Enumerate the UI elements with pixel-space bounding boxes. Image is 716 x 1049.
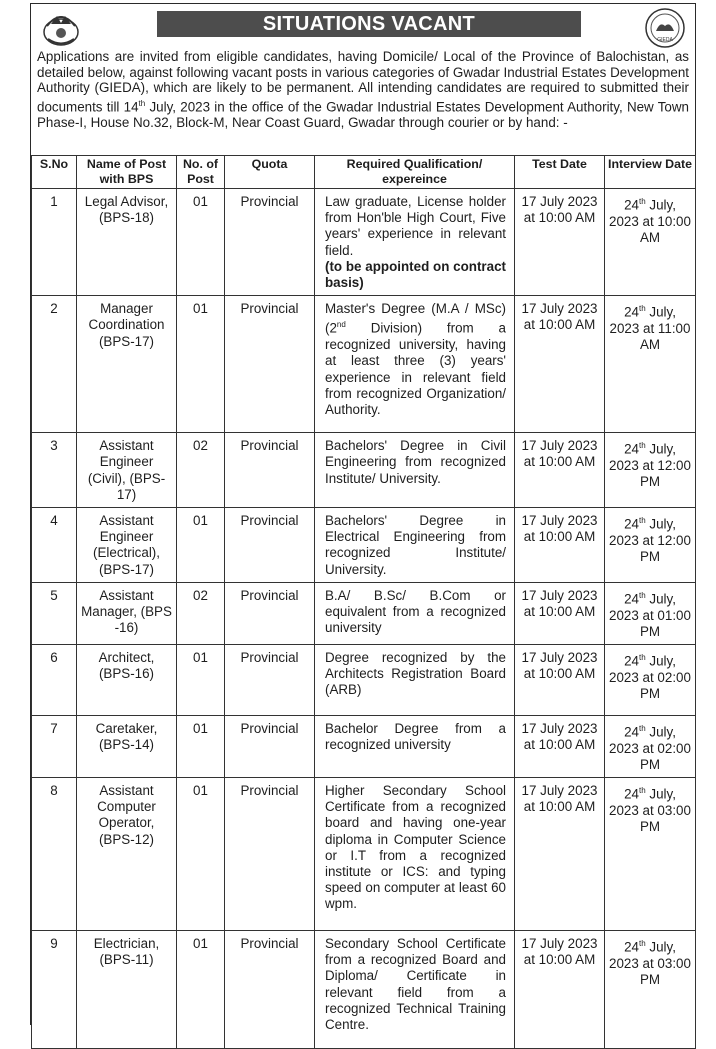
row-qualification: Law graduate, License holder from Hon'ble High Court, Five years' experience in relevant field. (to be appointed on contract basis)	[315, 189, 515, 296]
header-test-date: Test Date	[515, 156, 605, 189]
row-quota: Provincial	[225, 508, 315, 583]
row-post-name: Caretaker, (BPS-14)	[77, 715, 177, 777]
row-post-count: 01	[177, 508, 225, 583]
row-test-date: 17 July 2023 at 10:00 AM	[515, 296, 605, 433]
intro-paragraph: Applications are invited from eligible candidates, having Domicile/ Local of the Province of Balochistan, as detailed below, against following vacant posts in various categories of Gwadar Industrial Estates Development Authority (GIEDA), which are likely to be permanent. All intending candidates are required to submitted their documents till 14th July, 2023 in the office of the Gwadar Industrial Estates Development Authority, New Town Phase-I, House No.32, Block-M, Near Coast Guard, Gwadar through courier or by hand: -	[37, 49, 689, 130]
row-qualification: Master's Degree (M.A / MSc) (2nd Division) from a recognized university, having at least three (3) years' experience in relevant field from recognized Organization/ Authority.	[315, 296, 515, 433]
row-post-name: Architect, (BPS-16)	[77, 644, 177, 715]
row-sno: 4	[32, 508, 77, 583]
row-sno: 9	[32, 931, 77, 1049]
row-interview-date: 24th July, 2023 at 12:00 PM	[605, 508, 696, 583]
table-row	[32, 582, 696, 644]
header-num: No. of Post	[177, 156, 225, 189]
row-post-count: 02	[177, 433, 225, 508]
row-test-date: 17 July 2023 at 10:00 AM	[515, 644, 605, 715]
row-quota: Provincial	[225, 644, 315, 715]
row-sno: 6	[32, 644, 77, 715]
row-qualification: Secondary School Certificate from a recognized Board and Diploma/ Certificate in relevant field from a recognized Technical Training Centre.	[315, 931, 515, 1049]
row-post-name: Assistant Computer Operator, (BPS-12)	[77, 778, 177, 931]
row-quota: Provincial	[225, 715, 315, 777]
header-sno: S.No	[32, 156, 77, 189]
row-post-count: 01	[177, 715, 225, 777]
row-post-count: 01	[177, 189, 225, 296]
row-test-date: 17 July 2023 at 10:00 AM	[515, 778, 605, 931]
row-sno: 3	[32, 433, 77, 508]
row-post-count: 02	[177, 582, 225, 644]
row-test-date: 17 July 2023 at 10:00 AM	[515, 931, 605, 1049]
row-post-name: Assistant Engineer (Civil), (BPS-17)	[77, 433, 177, 508]
header-interview-date: Interview Date	[605, 156, 696, 189]
row-test-date: 17 July 2023 at 10:00 AM	[515, 582, 605, 644]
row-interview-date: 24th July, 2023 at 11:00 AM	[605, 296, 696, 433]
row-qualification: Bachelors' Degree in Electrical Engineering from recognized Institute/ University.	[315, 508, 515, 583]
table-row	[32, 644, 696, 715]
row-post-name: Manager Coordination (BPS-17)	[77, 296, 177, 433]
row-interview-date: 24th July, 2023 at 12:00 PM	[605, 433, 696, 508]
row-quota: Provincial	[225, 296, 315, 433]
row-interview-date: 24th July, 2023 at 01:00 PM	[605, 582, 696, 644]
row-interview-date: 24th July, 2023 at 03:00 PM	[605, 931, 696, 1049]
row-test-date: 17 July 2023 at 10:00 AM	[515, 189, 605, 296]
row-post-name: Assistant Engineer (Electrical), (BPS-17)	[77, 508, 177, 583]
header-name: Name of Post with BPS	[77, 156, 177, 189]
row-post-name: Legal Advisor, (BPS-18)	[77, 189, 177, 296]
table-row	[32, 715, 696, 777]
row-post-count: 01	[177, 296, 225, 433]
row-quota: Provincial	[225, 582, 315, 644]
row-post-count: 01	[177, 778, 225, 931]
row-quota: Provincial	[225, 433, 315, 508]
row-sno: 8	[32, 778, 77, 931]
advertisement-page	[30, 3, 696, 1033]
vacancies-table	[31, 155, 696, 1049]
row-sno: 1	[32, 189, 77, 296]
row-sno: 5	[32, 582, 77, 644]
table-row	[32, 189, 696, 296]
row-test-date: 17 July 2023 at 10:00 AM	[515, 508, 605, 583]
row-qualification: Degree recognized by the Architects Registration Board (ARB)	[315, 644, 515, 715]
row-interview-date: 24th July, 2023 at 02:00 PM	[605, 644, 696, 715]
row-qualification: Bachelors' Degree in Civil Engineering from recognized Institute/ University.	[315, 433, 515, 508]
row-sno: 7	[32, 715, 77, 777]
row-quota: Provincial	[225, 931, 315, 1049]
row-interview-date: 24th July, 2023 at 02:00 PM	[605, 715, 696, 777]
header-quota: Quota	[225, 156, 315, 189]
row-qualification: B.A/ B.Sc/ B.Com or equivalent from a recognized university	[315, 582, 515, 644]
row-quota: Provincial	[225, 778, 315, 931]
row-test-date: 17 July 2023 at 10:00 AM	[515, 433, 605, 508]
row-quota: Provincial	[225, 189, 315, 296]
table-row	[32, 296, 696, 433]
gieda-seal-logo	[643, 6, 687, 50]
row-qualification: Higher Secondary School Certificate from a recognized board and having one-year diploma in Computer Science or I.T from a recognized institute or ICS: and typing speed on computer at least 60 wpm.	[315, 778, 515, 931]
row-test-date: 17 July 2023 at 10:00 AM	[515, 715, 605, 777]
row-sno: 2	[32, 296, 77, 433]
balochistan-emblem-logo	[39, 6, 83, 50]
row-interview-date: 24th July, 2023 at 03:00 PM	[605, 778, 696, 931]
table-row	[32, 433, 696, 508]
table-row	[32, 778, 696, 931]
table-row	[32, 931, 696, 1049]
row-post-name: Assistant Manager, (BPS -16)	[77, 582, 177, 644]
header-qualification: Required Qualification/ expereince	[315, 156, 515, 189]
table-header-row	[32, 156, 696, 189]
row-post-count: 01	[177, 931, 225, 1049]
row-interview-date: 24th July, 2023 at 10:00 AM	[605, 189, 696, 296]
row-post-count: 01	[177, 644, 225, 715]
svg-text:GIEDA: GIEDA	[657, 37, 673, 43]
row-post-name: Electrician, (BPS-11)	[77, 931, 177, 1049]
row-qualification: Bachelor Degree from a recognized university	[315, 715, 515, 777]
page-title: SITUATIONS VACANT	[157, 11, 581, 37]
table-row	[32, 508, 696, 583]
